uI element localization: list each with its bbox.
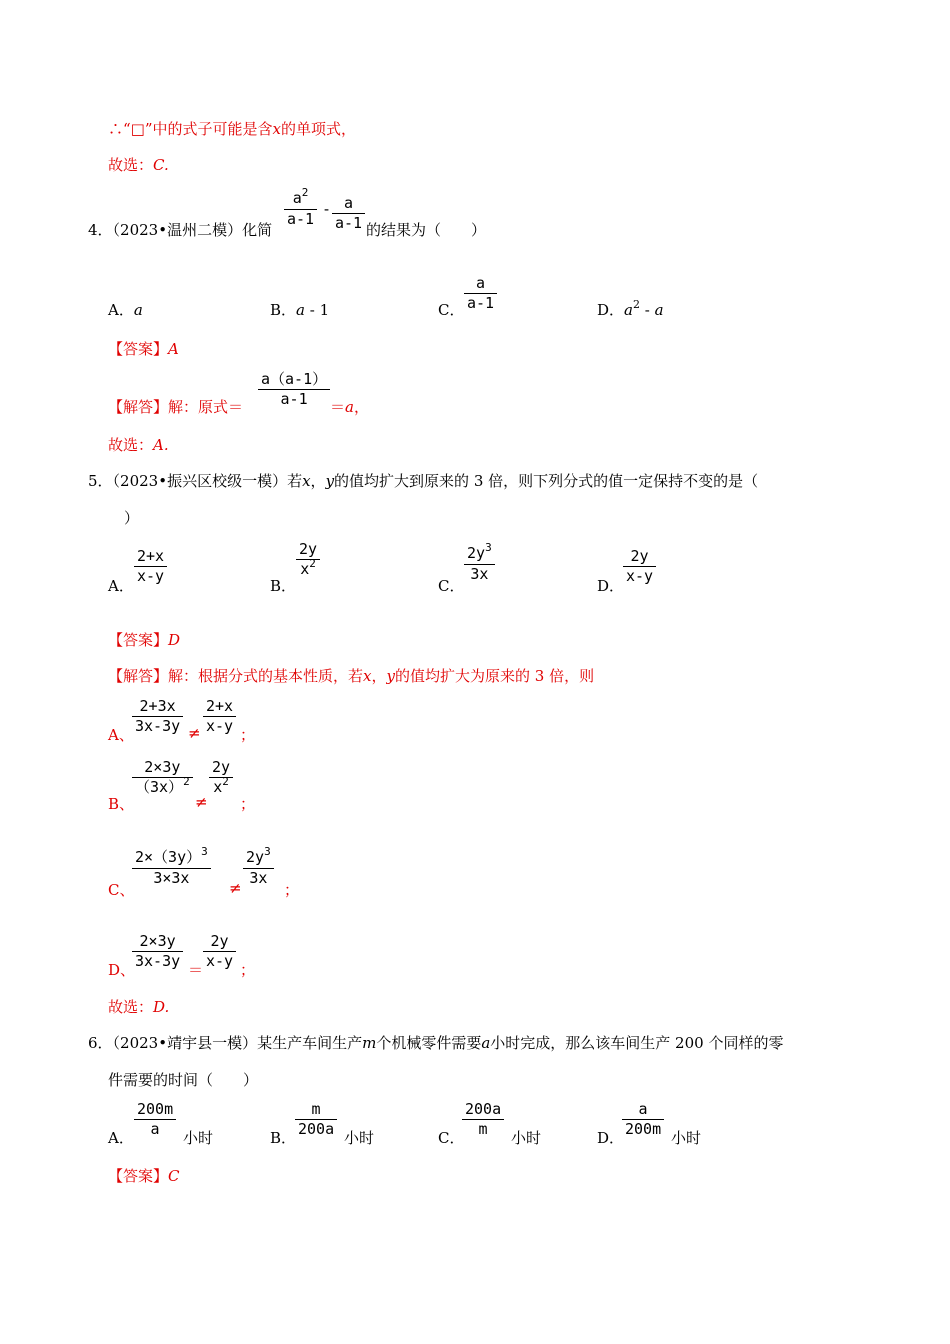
q6-option-d-unit: 小时 [671, 1129, 702, 1147]
q4-option-a[interactable]: A．a [108, 301, 143, 319]
q6-option-b[interactable]: B． [270, 1129, 297, 1147]
q5-row-a-semi: ； [240, 726, 256, 744]
q5-row-b-semi: ； [240, 795, 256, 813]
question-6-stem: 6．（2023•靖宇县一模）某生产车间生产m个机械零件需要a小时完成，那么该车间生产 200 个同样的零 [88, 1034, 784, 1052]
q5-row-c-frac-2: $\frac{2y^3}{3x}$ [243, 848, 274, 888]
q5-row-b-frac-1: $\frac{2\times 3y}{(3x)^2}$ [132, 758, 193, 798]
q5-row-c-label: C、 [108, 881, 135, 899]
q5-row-d-frac-1: $\frac{2\times 3y}{3x-3y}$ [132, 932, 183, 971]
q5-row-b-frac-2: $\frac{2y}{x^2}$ [209, 758, 233, 798]
q5-select: 故选：D. [108, 998, 170, 1016]
q5-option-a[interactable]: A． [108, 577, 134, 595]
q6-option-c[interactable]: C． [438, 1129, 465, 1147]
q6-option-d-fraction: $\frac{a}{200m}$ [622, 1100, 664, 1139]
q5-option-d-fraction: $\frac{2y}{x-y}$ [623, 547, 656, 586]
q5-row-c-frac-1: $\frac{2\times(3y)^3}{3\times 3x}$ [132, 848, 211, 888]
question-6-stem-2: 件需要的时间（ ） [108, 1071, 259, 1089]
q5-row-a-label: A、 [108, 726, 134, 744]
q6-option-a-unit: 小时 [183, 1129, 214, 1147]
q5-option-c[interactable]: C． [438, 577, 465, 595]
q4-option-b[interactable]: B．a - 1 [270, 301, 330, 319]
q5-solution: 【解答】解：根据分式的基本性质，若x，y的值均扩大为原来的 3 倍，则 [108, 667, 595, 685]
q4-solution-result: ＝a， [330, 398, 369, 416]
q5-row-c-ne: ≠ [229, 879, 242, 897]
q4-option-c[interactable]: C． [438, 301, 465, 319]
q4-fraction-1: $\frac{a^2}{a-1}$ [284, 189, 317, 229]
question-5-close: ） [124, 509, 140, 527]
q4-option-d[interactable]: D．$a^2$ - a [597, 298, 664, 319]
q5-row-b-label: B、 [108, 795, 135, 813]
q4-answer: 【答案】A [108, 340, 179, 358]
q5-option-c-fraction: $\frac{2y^3}{3x}$ [464, 544, 495, 584]
question-4-stem: 4．（2023•温州二模）化简 [88, 221, 273, 239]
solution-line-therefore: ∴“□”中的式子可能是含x的单项式， [108, 120, 356, 138]
q4-select: 故选：A. [108, 436, 169, 454]
q4-solution: 【解答】解：原式＝ [108, 398, 244, 416]
q6-option-c-fraction: $\frac{200a}{m}$ [462, 1100, 504, 1139]
q6-answer: 【答案】C [108, 1167, 180, 1185]
q4-option-c-fraction: $\frac{a}{a-1}$ [464, 274, 497, 313]
q5-row-d-frac-2: $\frac{2y}{x-y}$ [203, 932, 236, 971]
q5-option-b-fraction: $\frac{2y}{x^2}$ [296, 540, 320, 580]
q5-row-d-label: D、 [108, 961, 136, 979]
q6-option-d[interactable]: D． [597, 1129, 625, 1147]
q5-option-a-fraction: $\frac{2+x}{x-y}$ [134, 547, 167, 586]
q6-option-c-unit: 小时 [511, 1129, 542, 1147]
q5-row-b-ne: ≠ [195, 793, 208, 811]
q6-option-b-unit: 小时 [344, 1129, 375, 1147]
q5-row-a-frac-2: $\frac{2+x}{x-y}$ [203, 697, 236, 736]
q5-row-d-eq: ＝ [188, 961, 204, 979]
q4-stem-end: 的结果为（ ） [366, 221, 487, 239]
q5-row-a-ne: ≠ [188, 724, 201, 742]
q6-option-a[interactable]: A． [108, 1129, 134, 1147]
q5-row-d-semi: ； [240, 961, 256, 979]
q4-fraction-2: $\frac{a}{a-1}$ [332, 194, 365, 233]
q6-option-b-fraction: $\frac{m}{200a}$ [295, 1100, 337, 1139]
q5-option-d[interactable]: D． [597, 577, 625, 595]
q5-row-c-semi: ； [284, 881, 300, 899]
select-line: 故选：C. [108, 156, 169, 174]
q5-option-b[interactable]: B． [270, 577, 297, 595]
question-5-stem: 5．（2023•振兴区校级一模）若x，y的值均扩大到原来的 3 倍，则下列分式的值一定保持不变的是（ [88, 472, 759, 490]
q5-row-a-frac-1: $\frac{2+3x}{3x-3y}$ [132, 697, 183, 736]
q4-solution-fraction: $\frac{a(a-1)}{a-1}$ [258, 370, 330, 409]
q6-option-a-fraction: $\frac{200m}{a}$ [134, 1100, 176, 1139]
q4-minus: - [322, 200, 332, 218]
q5-answer: 【答案】D [108, 631, 181, 649]
